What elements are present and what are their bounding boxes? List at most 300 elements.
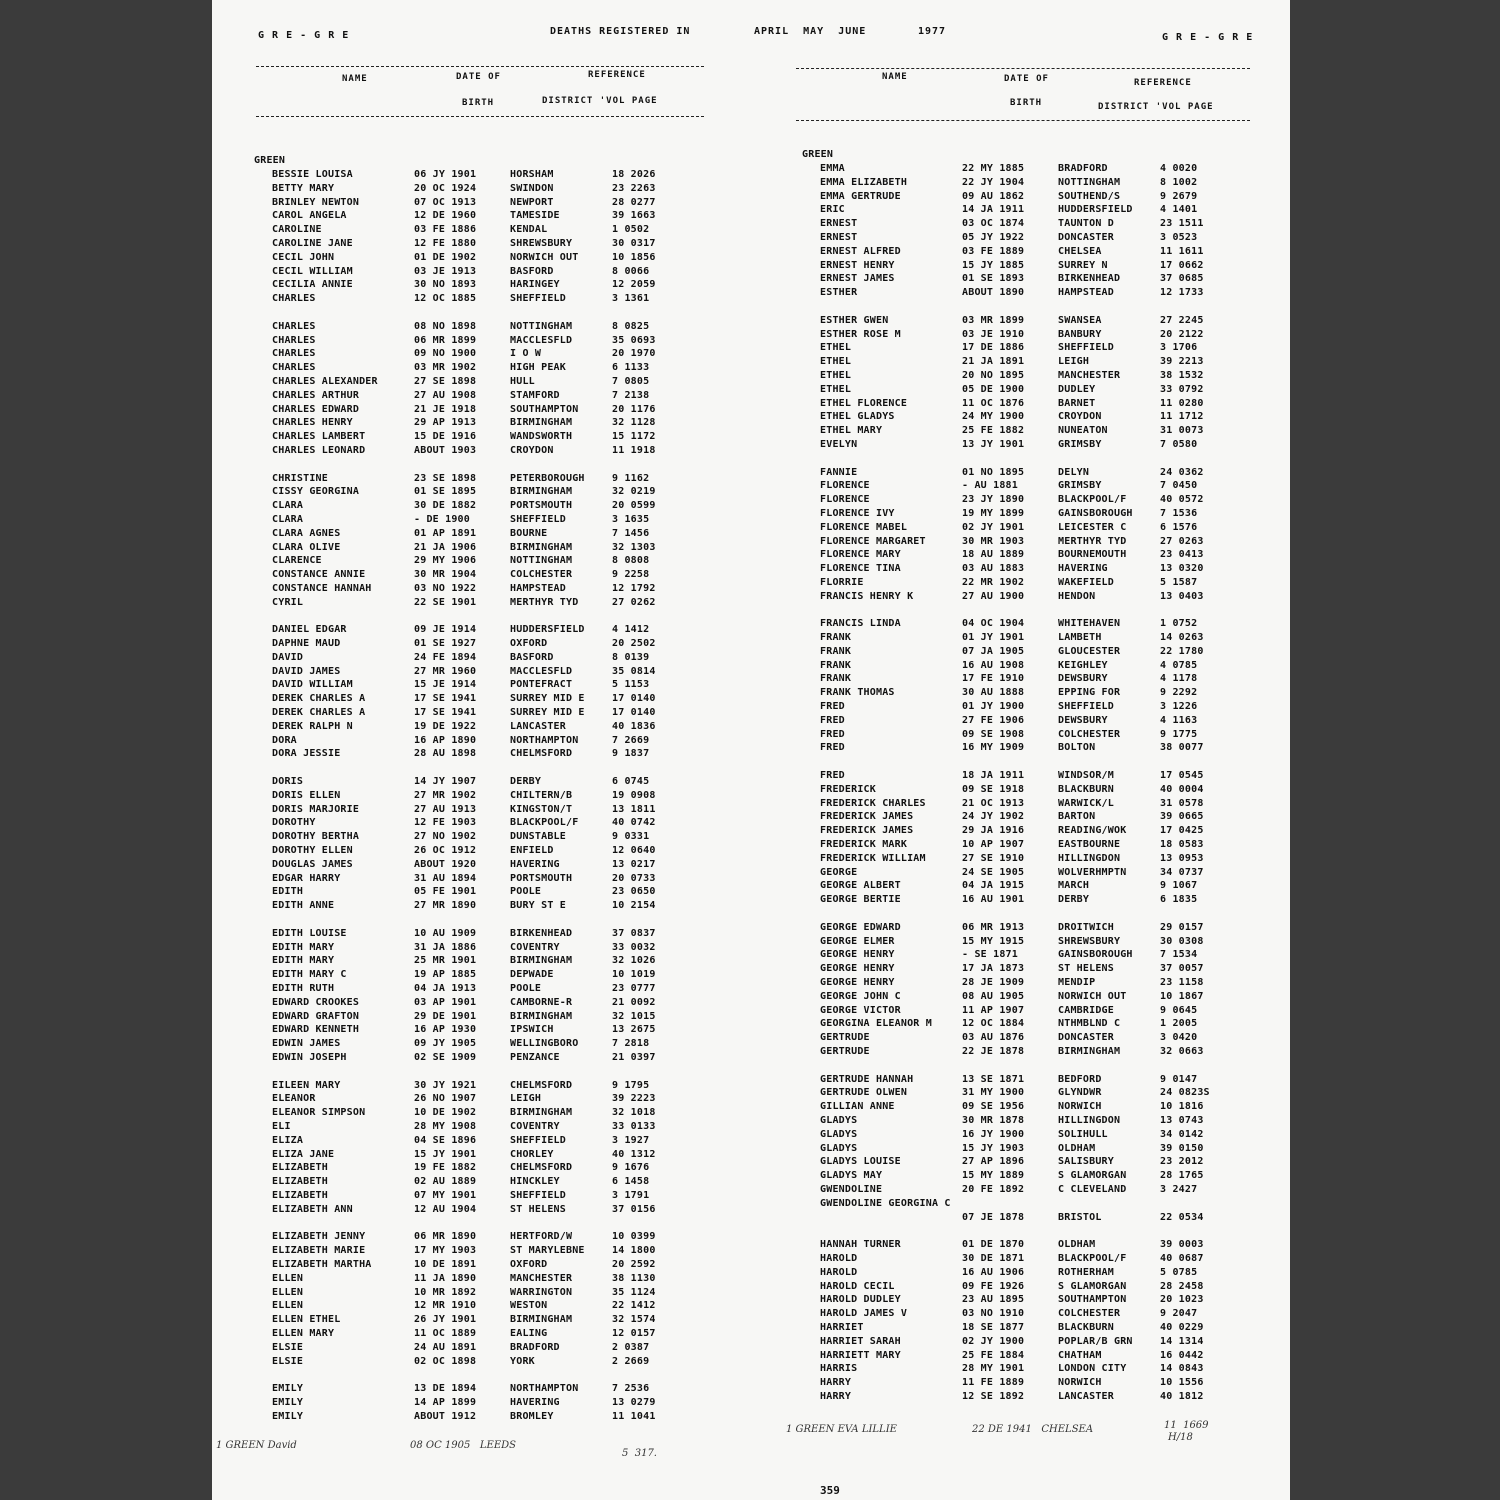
entry-reference: 38 1532 — [1160, 369, 1204, 381]
entry-name: CHARLES — [272, 334, 316, 346]
entry-row — [254, 513, 714, 527]
entry-row — [802, 1362, 1262, 1376]
entry-reference: 3 1706 — [1160, 342, 1198, 354]
entry-reference: 37 0837 — [612, 927, 656, 939]
entry-row — [254, 830, 714, 844]
entry-name: EDWARD CROOKES — [272, 996, 360, 1008]
entry-name: CLARA OLIVE — [272, 541, 341, 553]
entry-district: CHELSEA — [1058, 245, 1102, 257]
entry-district: HUDDERSFIELD — [510, 624, 585, 636]
entry-birth-date: 04 JA 1913 — [414, 983, 477, 995]
entry-reference: 3 0420 — [1160, 1032, 1198, 1044]
entry-birth-date: 10 DE 1891 — [414, 1258, 477, 1270]
entry-name: DAPHNE MAUD — [272, 638, 341, 650]
entry-reference: 9 0147 — [1160, 1073, 1198, 1085]
entry-reference: 8 1002 — [1160, 176, 1198, 188]
entry-birth-date: 30 JY 1921 — [414, 1079, 477, 1091]
entry-row — [802, 714, 1262, 728]
entry-reference: 9 2258 — [612, 569, 650, 581]
entry-name: CISSY GEORGINA — [272, 486, 360, 498]
entry-name: GWENDOLINE — [820, 1183, 883, 1195]
entry-reference: 28 0277 — [612, 196, 656, 208]
entry-row — [802, 341, 1262, 355]
entry-district: LEICESTER C — [1058, 521, 1127, 533]
entry-row — [802, 314, 1262, 328]
entry-birth-date: 09 SE 1956 — [962, 1101, 1025, 1113]
entry-row — [254, 1244, 714, 1258]
entry-birth-date: 18 SE 1877 — [962, 1321, 1025, 1333]
entry-birth-date: 31 JA 1886 — [414, 941, 477, 953]
entry-name: FRANK — [820, 659, 852, 671]
entry-name: EDGAR HARRY — [272, 872, 341, 884]
entry-name: DOUGLAS JAMES — [272, 858, 353, 870]
entry-name: ELIZA JANE — [272, 1148, 335, 1160]
entry-reference: 23 1158 — [1160, 977, 1204, 989]
entry-birth-date: 06 MR 1899 — [414, 334, 477, 346]
entry-birth-date: 11 OC 1876 — [962, 397, 1025, 409]
entry-name: EDITH — [272, 886, 304, 898]
entry-birth-date: 28 MY 1901 — [962, 1363, 1025, 1375]
entry-district: BRADFORD — [510, 1341, 560, 1353]
entry-birth-date: 12 FE 1903 — [414, 817, 477, 829]
entry-name: ELEANOR — [272, 1093, 316, 1105]
entry-row — [802, 686, 1262, 700]
entry-name: GERTRUDE OLWEN — [820, 1087, 908, 1099]
entry-district: NORWICH OUT — [1058, 990, 1127, 1002]
entry-birth-date: 06 MR 1913 — [962, 921, 1025, 933]
entry-district: COLCHESTER — [1058, 1308, 1121, 1320]
entry-name: DOROTHY BERTHA — [272, 831, 360, 843]
entry-name: EMMA GERTRUDE — [820, 190, 901, 202]
entry-reference: 14 1314 — [1160, 1335, 1204, 1347]
entry-name: CLARA — [272, 500, 304, 512]
entry-row — [254, 1079, 714, 1093]
entry-birth-date: 10 DE 1902 — [414, 1107, 477, 1119]
left-header-district: DISTRICT 'VOL PAGE — [542, 96, 658, 106]
entry-name: ELLEN — [272, 1272, 304, 1284]
entry-district: SHEFFIELD — [510, 293, 566, 305]
entry-reference: 1 0502 — [612, 224, 650, 236]
entry-district: CAMBRIDGE — [1058, 1004, 1114, 1016]
entry-row — [254, 582, 714, 596]
entry-reference: 7 1536 — [1160, 507, 1198, 519]
entry-district: BIRMINGHAM — [510, 417, 573, 429]
entry-row — [254, 568, 714, 582]
left-header-birth: BIRTH — [462, 98, 495, 108]
entry-reference: 37 0685 — [1160, 273, 1204, 285]
entry-name: CHARLES ARTHUR — [272, 389, 360, 401]
entry-birth-date: 23 SE 1898 — [414, 472, 477, 484]
entry-district: BIRMINGHAM — [510, 1010, 573, 1022]
entry-row — [254, 278, 714, 292]
entry-row — [254, 651, 714, 665]
entry-district: NTHMBLND C — [1058, 1018, 1121, 1030]
entry-name: ESTHER ROSE M — [820, 328, 901, 340]
entry-district: BRADFORD — [1058, 163, 1108, 174]
entry-reference: 33 0133 — [612, 1120, 656, 1132]
entry-row — [802, 1004, 1262, 1018]
entry-birth-date: 09 AU 1862 — [962, 190, 1025, 202]
entry-reference: 5 0785 — [1160, 1266, 1198, 1278]
entry-birth-date: 03 AU 1883 — [962, 563, 1025, 575]
entry-row — [254, 265, 714, 279]
entry-name: EDITH MARY — [272, 955, 335, 967]
entry-reference: 12 0640 — [612, 845, 656, 857]
entry-row — [802, 1307, 1262, 1321]
entry-district: PENZANCE — [510, 1052, 560, 1063]
entry-name: ERNEST ALFRED — [820, 245, 901, 257]
entry-reference: 32 1026 — [612, 955, 656, 967]
entry-name: HAROLD — [820, 1266, 858, 1278]
entry-row — [802, 328, 1262, 342]
entry-birth-date: 02 AU 1889 — [414, 1176, 477, 1188]
entry-birth-date: 26 OC 1912 — [414, 845, 477, 857]
entry-reference: 30 0317 — [612, 237, 656, 249]
right-header-name: NAME — [882, 72, 908, 82]
entry-reference: 14 1800 — [612, 1245, 656, 1257]
entry-row — [802, 1238, 1262, 1252]
entry-name: DAVID — [272, 651, 304, 663]
entry-name: HARRIETT MARY — [820, 1349, 901, 1361]
entry-district: HAMPSTEAD — [510, 582, 566, 594]
entry-reference: 13 1811 — [612, 803, 656, 815]
entry-name: BESSIE LOUISA — [272, 169, 353, 180]
entry-name: ETHEL GLADYS — [820, 411, 895, 423]
right-header-reference: REFERENCE — [1134, 78, 1192, 88]
entry-birth-date: 03 AP 1901 — [414, 996, 477, 1008]
entry-birth-date: 30 AU 1888 — [962, 687, 1025, 699]
entry-row — [254, 1051, 714, 1065]
entry-birth-date: 02 SE 1909 — [414, 1052, 477, 1063]
entry-district: BIRKENHEAD — [510, 927, 573, 939]
entry-district: GAINSBOROUGH — [1058, 507, 1133, 519]
entry-reference: 3 1361 — [612, 293, 650, 305]
entry-row — [254, 1327, 714, 1341]
entry-name: FLORENCE — [820, 494, 870, 506]
entry-name: CHARLES LEONARD — [272, 444, 366, 456]
entry-district: SWANSEA — [1058, 314, 1102, 326]
entry-reference: 17 0140 — [612, 693, 656, 705]
entry-name: GERTRUDE — [820, 1032, 870, 1044]
entry-name: FREDERICK CHARLES — [820, 797, 926, 809]
entry-birth-date: 09 FE 1926 — [962, 1280, 1025, 1292]
entry-row — [802, 1114, 1262, 1128]
entry-row — [254, 1230, 714, 1244]
entry-reference: 28 2458 — [1160, 1280, 1204, 1292]
entry-reference: 32 1128 — [612, 417, 656, 429]
entry-name: EMILY — [272, 1410, 304, 1422]
entry-name: CAROL ANGELA — [272, 210, 347, 222]
entry-birth-date: 24 JY 1902 — [962, 811, 1025, 823]
entry-reference: 17 0140 — [612, 707, 656, 719]
entry-district: WESTON — [510, 1300, 548, 1312]
entry-name: HARRIET — [820, 1321, 864, 1333]
entry-reference: 13 0953 — [1160, 852, 1204, 864]
entry-district: BLACKBURN — [1058, 1321, 1114, 1333]
entry-row — [802, 535, 1262, 549]
entry-name: ELIZABETH — [272, 1162, 328, 1174]
entry-birth-date: 07 OC 1913 — [414, 196, 477, 208]
entry-district: NORWICH — [1058, 1101, 1102, 1113]
entry-district: S GLAMORGAN — [1058, 1280, 1127, 1292]
entry-reference: 7 2536 — [612, 1383, 650, 1395]
entry-row — [802, 976, 1262, 990]
entry-district: ENFIELD — [510, 845, 554, 857]
entry-reference: 37 0156 — [612, 1203, 656, 1215]
entry-birth-date: 09 SE 1908 — [962, 728, 1025, 740]
entry-reference: 7 0450 — [1160, 480, 1198, 492]
entry-name: GERTRUDE HANNAH — [820, 1073, 914, 1085]
entry-name: CHARLES — [272, 293, 316, 305]
entry-row — [802, 1169, 1262, 1183]
entry-reference: 7 2138 — [612, 389, 650, 401]
entry-district: WANDSWORTH — [510, 431, 573, 443]
entry-district: STAMFORD — [510, 389, 560, 401]
entry-name: EMILY — [272, 1383, 304, 1395]
entry-name: GEORGE HENRY — [820, 977, 895, 989]
entry-row — [802, 1142, 1262, 1156]
entry-row — [254, 954, 714, 968]
entry-row — [802, 645, 1262, 659]
entry-birth-date: ABOUT 1912 — [414, 1410, 477, 1422]
entry-birth-date: 09 JE 1914 — [414, 624, 477, 636]
header-year: 1977 — [918, 26, 947, 37]
entry-row — [254, 430, 714, 444]
entry-district: NEWPORT — [510, 196, 554, 208]
entry-district: BARNET — [1058, 397, 1096, 409]
entry-row — [254, 747, 714, 761]
entry-birth-date: 15 MY 1889 — [962, 1170, 1025, 1182]
entry-birth-date: 06 MR 1890 — [414, 1231, 477, 1243]
entry-reference: 40 0572 — [1160, 494, 1204, 506]
entry-name: ERIC — [820, 204, 845, 216]
entry-row — [254, 872, 714, 886]
entry-birth-date: 30 NO 1893 — [414, 279, 477, 291]
entry-row — [254, 720, 714, 734]
entry-row — [254, 941, 714, 955]
entry-name: ELIZABETH ANN — [272, 1203, 353, 1215]
entry-reference: 18 2026 — [612, 169, 656, 180]
entry-row — [254, 858, 714, 872]
entry-district: SOUTHAMPTON — [1058, 1294, 1127, 1306]
entry-birth-date: - AU 1881 — [962, 480, 1018, 492]
entry-district: HAVERING — [1058, 563, 1108, 575]
entry-reference: 7 2818 — [612, 1038, 650, 1050]
entry-row — [254, 527, 714, 541]
entry-row — [254, 844, 714, 858]
entry-row — [802, 935, 1262, 949]
entry-row — [254, 1175, 714, 1189]
entry-birth-date: 26 JY 1901 — [414, 1314, 477, 1326]
entry-row — [802, 879, 1262, 893]
entry-name: GEORGE ALBERT — [820, 880, 901, 892]
entry-reference: 6 0745 — [612, 776, 650, 788]
entry-name: FREDERICK JAMES — [820, 825, 914, 837]
entry-name: GEORGE HENRY — [820, 949, 895, 961]
entry-birth-date: 01 JY 1900 — [962, 701, 1025, 713]
entry-row — [254, 403, 714, 417]
entry-reference: 39 0003 — [1160, 1239, 1204, 1251]
entry-birth-date: 27 FE 1906 — [962, 714, 1025, 726]
entry-birth-date: 30 DE 1882 — [414, 500, 477, 512]
entry-name: ELLEN MARY — [272, 1327, 335, 1339]
entry-name: EDWIN JAMES — [272, 1038, 341, 1050]
entry-reference: 33 0032 — [612, 941, 656, 953]
entry-birth-date: 24 MY 1900 — [962, 411, 1025, 423]
entry-row — [254, 182, 714, 196]
entry-district: TAUNTON D — [1058, 218, 1114, 230]
entry-birth-date: 30 DE 1871 — [962, 1252, 1025, 1264]
entry-reference: 23 0777 — [612, 983, 656, 995]
entry-reference: 38 1130 — [612, 1272, 656, 1284]
entry-row — [802, 783, 1262, 797]
entry-row — [254, 444, 714, 458]
entry-district: CHORLEY — [510, 1148, 554, 1160]
entry-birth-date: 24 FE 1894 — [414, 651, 477, 663]
entry-name: ELEANOR SIMPSON — [272, 1107, 366, 1119]
entry-birth-date: 07 JA 1905 — [962, 645, 1025, 657]
entry-name: DORIS MARJORIE — [272, 803, 360, 815]
entry-reference: 40 0687 — [1160, 1252, 1204, 1264]
entry-reference: 35 0693 — [612, 334, 656, 346]
entry-district: SALISBURY — [1058, 1156, 1114, 1168]
entry-row — [254, 968, 714, 982]
entry-name: EDITH LOUISE — [272, 927, 347, 939]
entry-birth-date: 15 JY 1903 — [962, 1142, 1025, 1154]
entry-reference: 20 1176 — [612, 403, 656, 415]
entry-row — [254, 692, 714, 706]
entry-district: POOLE — [510, 983, 542, 995]
entry-birth-date: 23 AU 1895 — [962, 1294, 1025, 1306]
entry-district: NUNEATON — [1058, 425, 1108, 437]
entry-row — [254, 1203, 714, 1217]
entry-name: HANNAH TURNER — [820, 1239, 901, 1251]
entry-birth-date: 17 SE 1941 — [414, 693, 477, 705]
entry-birth-date: 03 MR 1902 — [414, 362, 477, 374]
entry-name: FREDERICK MARK — [820, 839, 908, 851]
entry-row — [254, 237, 714, 251]
entry-name: BETTY MARY — [272, 182, 335, 194]
entry-row — [802, 479, 1262, 493]
entry-reference: 7 0805 — [612, 375, 650, 387]
entry-district: GLOUCESTER — [1058, 645, 1121, 657]
entry-birth-date: 25 FE 1884 — [962, 1349, 1025, 1361]
surname-heading: GREEN — [254, 155, 286, 166]
entry-name: GEORGE BERTIE — [820, 894, 901, 906]
entry-row — [254, 1134, 714, 1148]
entry-name: ETHEL FLORENCE — [820, 397, 908, 409]
entry-row — [802, 866, 1262, 880]
entry-name: EDWARD KENNETH — [272, 1024, 360, 1036]
entry-district: DEPWADE — [510, 969, 554, 981]
entry-name: ELIZABETH — [272, 1189, 328, 1201]
entry-row — [802, 741, 1262, 755]
entry-birth-date: 16 AP 1890 — [414, 734, 477, 746]
handwritten-right-ref2: H/18 — [1168, 1432, 1193, 1443]
entry-birth-date: 17 FE 1910 — [962, 673, 1025, 685]
entry-row — [254, 292, 714, 306]
entry-birth-date: 04 SE 1896 — [414, 1134, 477, 1146]
entry-district: KINGSTON/T — [510, 803, 573, 815]
entry-district: ST HELENS — [510, 1203, 566, 1215]
entry-name: DAVID JAMES — [272, 665, 341, 677]
entry-birth-date: 17 SE 1941 — [414, 707, 477, 719]
entry-row — [802, 231, 1262, 245]
entry-name: GILLIAN ANNE — [820, 1101, 895, 1113]
entry-row — [802, 1197, 1262, 1211]
entry-reference: 28 1765 — [1160, 1170, 1204, 1182]
entry-row — [802, 921, 1262, 935]
surname-heading: GREEN — [802, 149, 834, 160]
entry-district: SURREY MID E — [510, 693, 585, 705]
entry-name: DEREK CHARLES A — [272, 707, 366, 719]
entry-district: KEIGHLEY — [1058, 659, 1108, 671]
left-header-top-rule — [256, 66, 704, 67]
entry-district: ROTHERHAM — [1058, 1266, 1114, 1278]
entry-birth-date: 29 JA 1916 — [962, 825, 1025, 837]
entry-birth-date: 27 AP 1896 — [962, 1156, 1025, 1168]
entry-reference: 31 0578 — [1160, 797, 1204, 809]
entry-birth-date: 03 AU 1876 — [962, 1032, 1025, 1044]
entry-reference: 32 0219 — [612, 486, 656, 498]
entry-row — [802, 1321, 1262, 1335]
entry-reference: 13 0320 — [1160, 563, 1204, 575]
entry-name: EDITH MARY — [272, 941, 335, 953]
entry-district: PORTSMOUTH — [510, 872, 573, 884]
entry-name: HARRIET SARAH — [820, 1335, 901, 1347]
entry-birth-date: 27 SE 1898 — [414, 375, 477, 387]
entry-name: CLARENCE — [272, 555, 322, 567]
entry-name: GEORGE HENRY — [820, 963, 895, 975]
entry-reference: 11 1041 — [612, 1410, 656, 1422]
entry-birth-date: 18 AU 1889 — [962, 549, 1025, 561]
entry-district: BURY ST E — [510, 900, 566, 912]
entry-birth-date: 30 MR 1903 — [962, 535, 1025, 547]
entry-district: WARWICK/L — [1058, 797, 1114, 809]
entry-birth-date: 21 JA 1906 — [414, 541, 477, 553]
entry-reference: 20 1970 — [612, 348, 656, 360]
entry-district: OLDHAM — [1058, 1142, 1096, 1154]
entry-reference: 12 0157 — [612, 1327, 656, 1339]
entry-birth-date: 08 NO 1898 — [414, 320, 477, 332]
entry-birth-date: 01 DE 1902 — [414, 251, 477, 263]
entry-district: COVENTRY — [510, 1120, 560, 1132]
entry-row — [802, 631, 1262, 645]
entry-reference: 10 2154 — [612, 900, 656, 912]
entry-name: ELI — [272, 1120, 291, 1132]
entry-district: WAKEFIELD — [1058, 576, 1114, 588]
entry-name: CHRISTINE — [272, 472, 328, 484]
entry-birth-date: 02 JY 1900 — [962, 1335, 1025, 1347]
entry-row — [254, 1313, 714, 1327]
entry-reference: 12 1792 — [612, 582, 656, 594]
entry-birth-date: 03 OC 1874 — [962, 218, 1025, 230]
entry-birth-date: 06 JY 1901 — [414, 169, 477, 180]
entry-name: DOROTHY — [272, 817, 316, 829]
entry-reference: 4 1178 — [1160, 673, 1198, 685]
entry-reference: 11 1712 — [1160, 411, 1204, 423]
entry-name: ERNEST — [820, 218, 858, 230]
entry-row — [802, 590, 1262, 604]
entry-birth-date: 19 DE 1922 — [414, 720, 477, 732]
entry-row — [802, 176, 1262, 190]
entry-name: GEORGE EDWARD — [820, 921, 901, 933]
entry-district: HAMPSTEAD — [1058, 287, 1114, 299]
entry-row — [254, 485, 714, 499]
entry-birth-date: 16 JY 1900 — [962, 1128, 1025, 1140]
entry-name: ERNEST — [820, 231, 858, 243]
handwritten-left-name: 1 GREEN David — [216, 1440, 297, 1451]
